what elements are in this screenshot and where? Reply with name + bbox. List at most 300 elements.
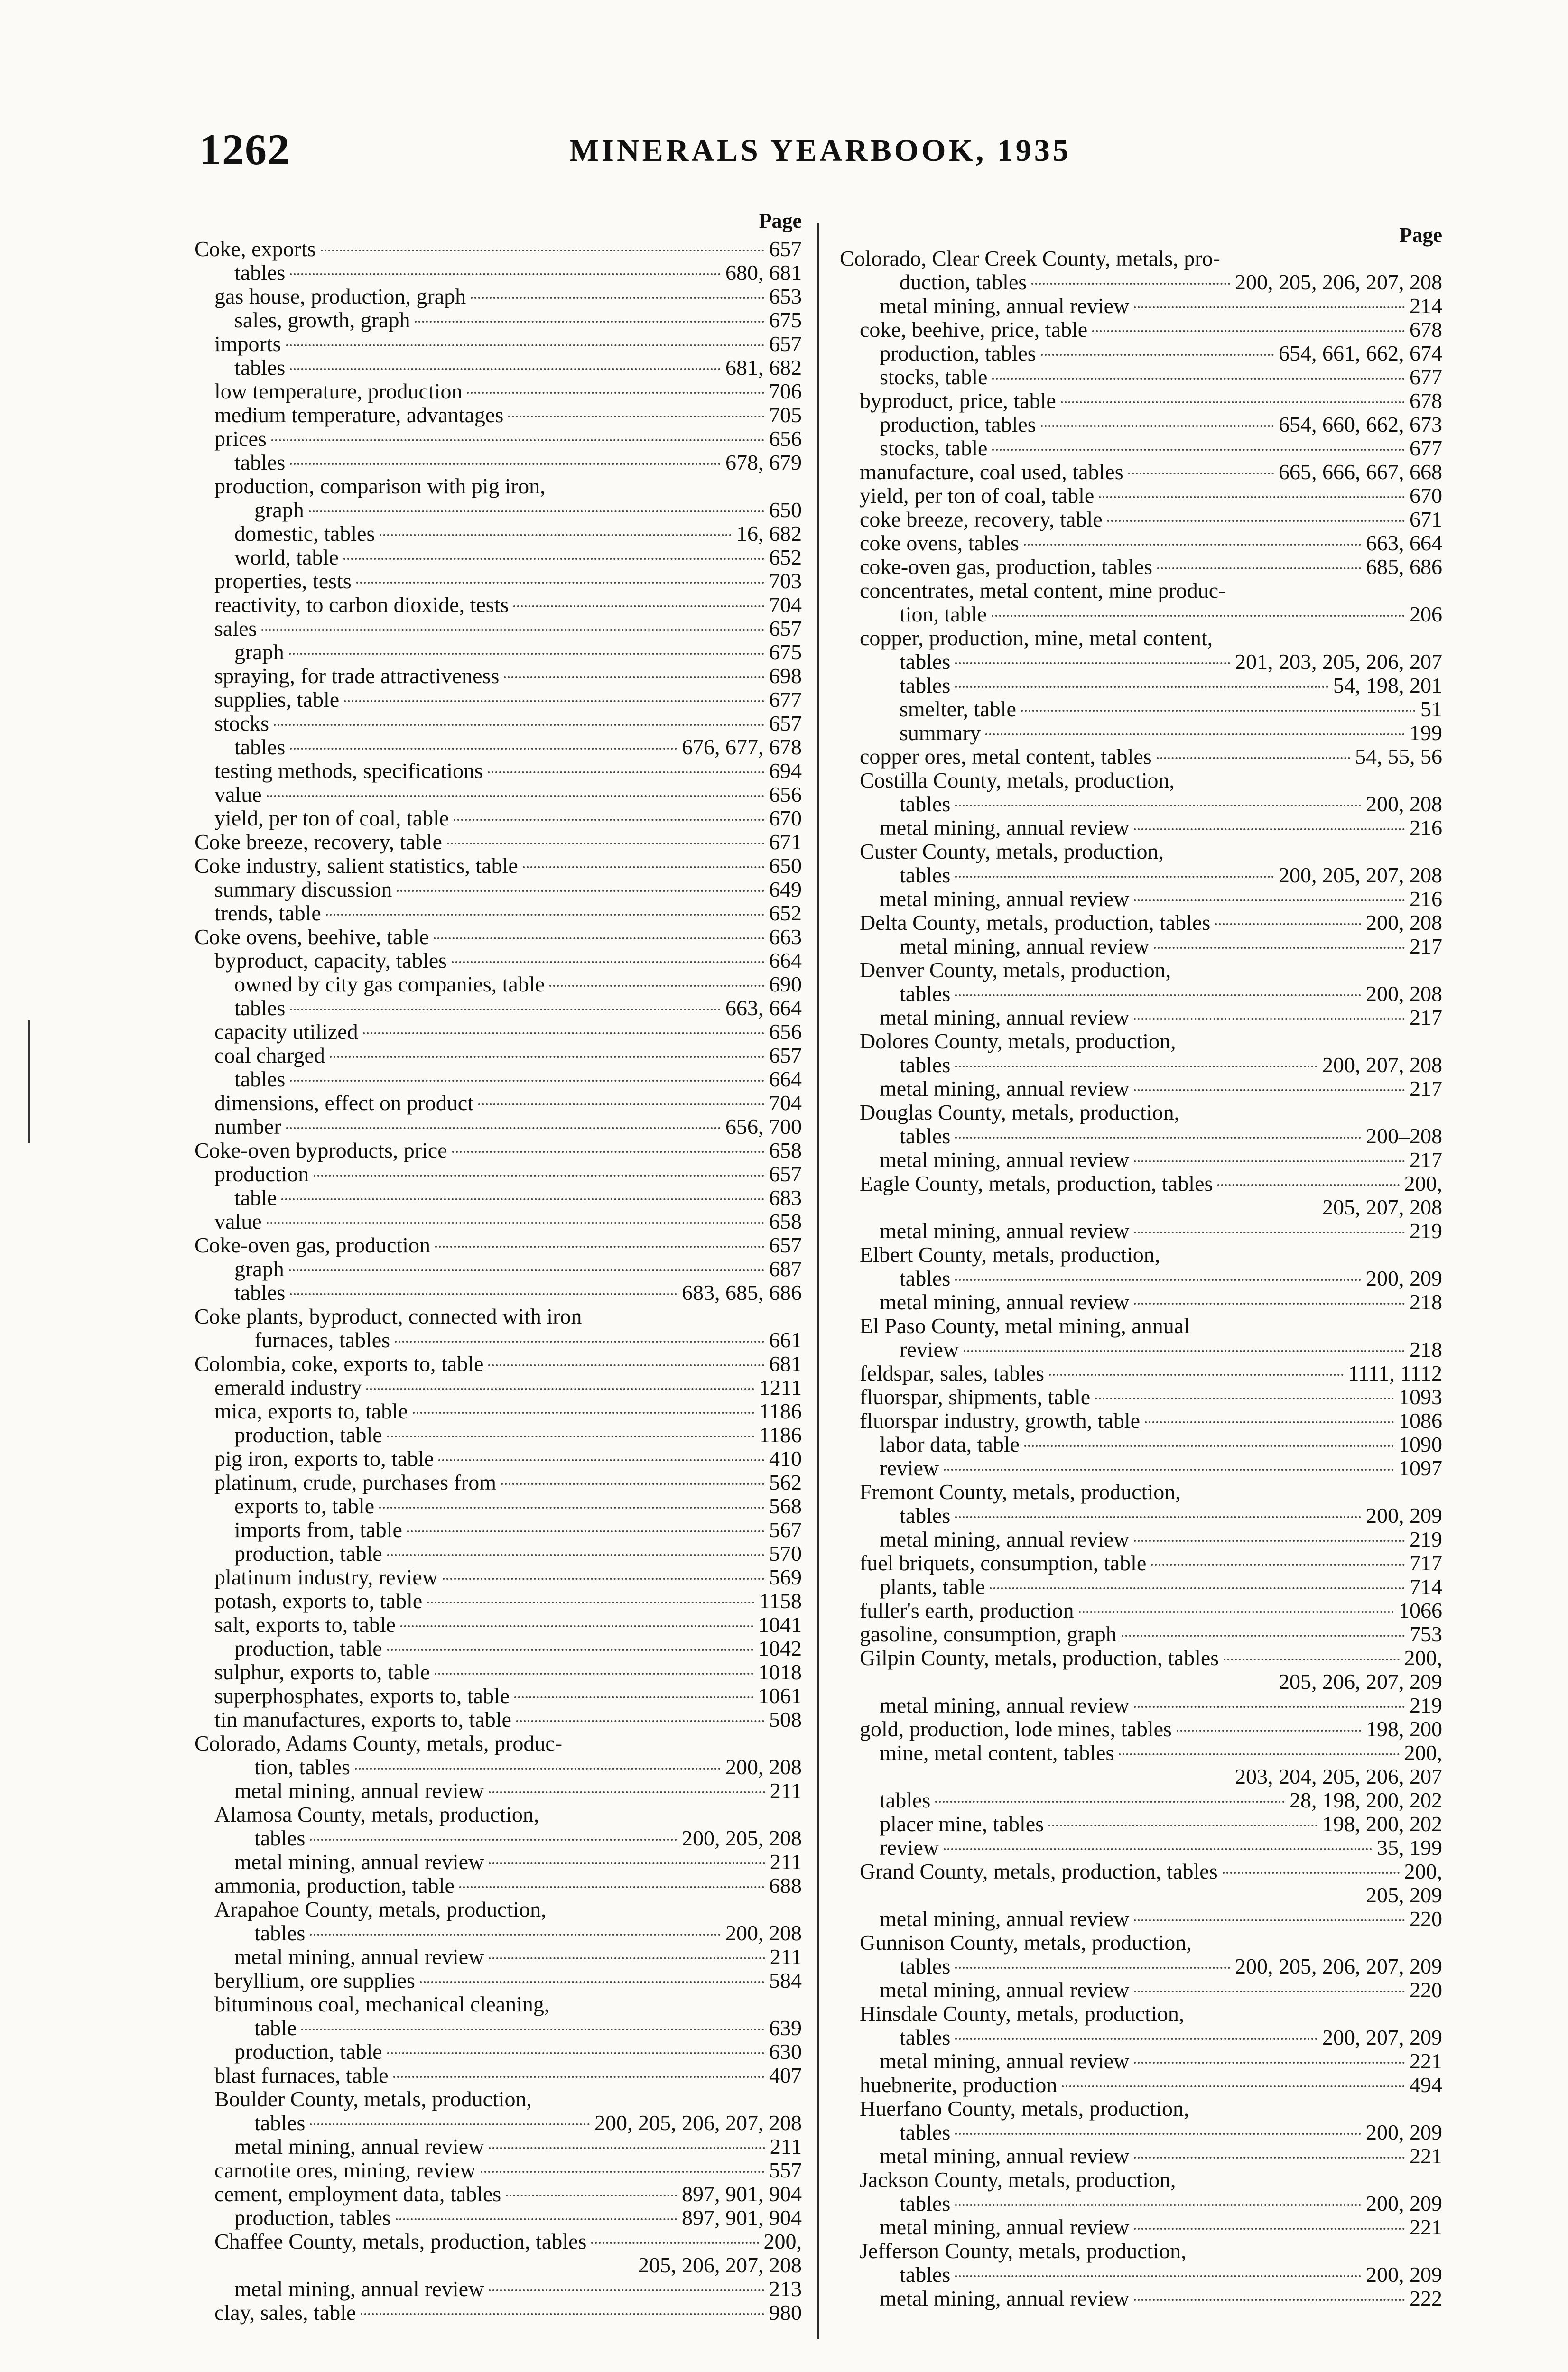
- entry-pages: 658: [769, 1210, 802, 1233]
- index-entry: [840, 1456, 1442, 1480]
- index-entry: [840, 508, 1442, 531]
- index-entry: [840, 1907, 1442, 1931]
- entry-pages: 28, 198, 200, 202: [1290, 1788, 1442, 1812]
- entry-pages: 671: [1410, 508, 1442, 531]
- leader-dots: [992, 615, 1405, 617]
- entry-text: metal mining, annual review: [880, 2049, 1130, 2073]
- entry-text: metal mining, annual review: [880, 816, 1130, 840]
- entry-text: world, table: [234, 546, 339, 569]
- entry-pages: 200, 205, 206, 207, 208: [1235, 270, 1442, 294]
- entry-text: metal mining, annual review: [880, 1006, 1130, 1029]
- entry-pages: 1086: [1399, 1409, 1442, 1433]
- index-entry: [840, 1338, 1442, 1362]
- entry-pages: 200–208: [1366, 1124, 1442, 1148]
- leader-dots: [435, 1673, 753, 1675]
- entry-pages: 1061: [758, 1684, 802, 1708]
- leader-dots: [501, 1483, 764, 1485]
- entry-pages: 685, 686: [1366, 555, 1442, 579]
- entry-text: Jefferson County, metals, production,: [860, 2239, 1187, 2263]
- entry-text: carnotite ores, mining, review: [214, 2159, 476, 2182]
- entry-text: tables: [900, 2192, 951, 2215]
- entry-text: metal mining, annual review: [880, 2287, 1130, 2310]
- index-entry: [840, 1670, 1442, 1694]
- index-entry: [840, 1219, 1442, 1243]
- leader-dots: [1128, 473, 1274, 474]
- index-entry: [840, 1575, 1442, 1599]
- leader-dots: [314, 1175, 764, 1177]
- leader-dots: [271, 439, 764, 441]
- index-entry: [195, 2230, 802, 2253]
- leader-dots: [1041, 425, 1274, 427]
- entry-text: production, tables: [234, 2206, 391, 2230]
- leader-dots: [1031, 283, 1230, 285]
- entry-text: metal mining, annual review: [234, 2277, 484, 2301]
- leader-dots: [1134, 1232, 1405, 1233]
- entry-text: labor data, table: [880, 1433, 1020, 1456]
- entry-pages: 200,: [1404, 1172, 1442, 1195]
- leader-dots: [356, 582, 764, 584]
- leader-dots: [387, 2052, 764, 2054]
- leader-dots: [955, 805, 1361, 806]
- entry-text: platinum, crude, purchases from: [214, 1471, 496, 1494]
- leader-dots: [366, 1388, 754, 1390]
- index-entry: [195, 1518, 802, 1542]
- leader-dots: [1134, 1089, 1405, 1091]
- entry-text: review: [880, 1836, 939, 1860]
- index-entry: [840, 2073, 1442, 2097]
- leader-dots: [955, 2275, 1361, 2277]
- entry-pages: 51: [1420, 697, 1442, 721]
- index-entries-left: [195, 237, 802, 2325]
- index-entry: [840, 1741, 1442, 1765]
- entry-text: metal mining, annual review: [880, 1694, 1130, 1717]
- index-entry: [840, 1788, 1442, 1812]
- index-entry: [840, 413, 1442, 436]
- entry-text: beryllium, ore supplies: [214, 1969, 415, 1992]
- entry-text: Colorado, Adams County, metals, produc-: [195, 1732, 563, 1755]
- entry-text: Denver County, metals, production,: [860, 958, 1171, 982]
- index-entry: [195, 1874, 802, 1898]
- entry-pages: 200, 205, 206, 207, 208: [594, 2111, 802, 2135]
- index-entry: [195, 664, 802, 688]
- index-entry: [195, 1826, 802, 1850]
- entry-pages: 1093: [1399, 1385, 1442, 1409]
- entry-text: salt, exports to, table: [214, 1613, 396, 1637]
- index-entry: [195, 2111, 802, 2135]
- entry-pages: 1018: [758, 1660, 802, 1684]
- entry-pages: 205, 206, 207, 209: [1279, 1670, 1442, 1694]
- index-entry: [195, 2253, 802, 2277]
- leader-dots: [955, 2133, 1361, 2135]
- entry-pages: 703: [769, 569, 802, 593]
- entry-text: production, table: [234, 1542, 382, 1566]
- index-entry: [840, 531, 1442, 555]
- entry-pages: 656, 700: [725, 1115, 802, 1139]
- index-entry: [840, 626, 1442, 650]
- entry-text: Boulder County, metals, production,: [214, 2087, 532, 2111]
- leader-dots: [1024, 1445, 1394, 1447]
- index-entry: [195, 2040, 802, 2064]
- entry-pages: 220: [1410, 1907, 1442, 1931]
- entry-text: Gilpin County, metals, production, tables: [860, 1646, 1219, 1670]
- entry-text: gasoline, consumption, graph: [860, 1622, 1117, 1646]
- index-entry: [840, 2215, 1442, 2239]
- leader-dots: [310, 1934, 721, 1936]
- entry-text: yield, per ton of coal, table: [214, 806, 449, 830]
- leader-dots: [407, 1530, 764, 1532]
- index-entry: [840, 1646, 1442, 1670]
- entry-text: dimensions, effect on product: [214, 1091, 473, 1115]
- index-entry: [840, 579, 1442, 602]
- entry-pages: 678, 679: [725, 451, 802, 474]
- entry-text: concentrates, metal content, mine produc-: [860, 579, 1226, 602]
- entry-text: production, comparison with pig iron,: [214, 474, 546, 498]
- entry-pages: 568: [769, 1494, 802, 1518]
- leader-dots: [1134, 2299, 1405, 2301]
- index-entry: [840, 1172, 1442, 1195]
- entry-text: Chaffee County, metals, production, tables: [214, 2230, 587, 2253]
- entry-pages: 657: [769, 712, 802, 735]
- index-entry: [195, 878, 802, 901]
- leader-dots: [1154, 947, 1405, 949]
- leader-dots: [434, 937, 764, 939]
- index-entry: [195, 949, 802, 973]
- index-entry: [195, 403, 802, 427]
- entry-text: tables: [900, 1053, 951, 1077]
- entry-pages: 683, 685, 686: [682, 1281, 802, 1305]
- index-entry: [195, 1494, 802, 1518]
- entry-pages: 217: [1410, 1148, 1442, 1172]
- leader-dots: [1134, 1303, 1405, 1305]
- entry-text: metal mining, annual review: [880, 294, 1130, 318]
- entry-pages: 562: [769, 1471, 802, 1494]
- leader-dots: [310, 1839, 677, 1841]
- leader-dots: [427, 1602, 754, 1603]
- entry-text: tables: [900, 674, 951, 697]
- entry-pages: 753: [1410, 1622, 1442, 1646]
- entry-text: tables: [900, 1955, 951, 1978]
- index-entry: [195, 308, 802, 332]
- leader-dots: [393, 2076, 764, 2078]
- leader-dots: [321, 250, 764, 251]
- entry-pages: 219: [1410, 1528, 1442, 1551]
- entry-text: Fremont County, metals, production,: [860, 1480, 1181, 1504]
- leader-dots: [1122, 1635, 1405, 1637]
- leader-dots: [1095, 1398, 1394, 1399]
- leader-dots: [489, 2289, 764, 2291]
- entry-text: stocks, table: [880, 365, 988, 389]
- entry-pages: 217: [1410, 1077, 1442, 1101]
- entry-pages: 639: [769, 2016, 802, 2040]
- entry-text: sulphur, exports to, table: [214, 1660, 430, 1684]
- entry-text: owned by city gas companies, table: [234, 973, 545, 996]
- index-entry: [840, 840, 1442, 863]
- entry-pages: 705: [769, 403, 802, 427]
- entry-pages: 649: [769, 878, 802, 901]
- entry-pages: 1186: [759, 1399, 802, 1423]
- entry-text: metal mining, annual review: [880, 1978, 1130, 2002]
- index-entry: [195, 356, 802, 380]
- entry-text: Delta County, metals, production, tables: [860, 911, 1211, 935]
- entry-text: tin manufactures, exports to, table: [214, 1708, 511, 1732]
- entry-text: gold, production, lode mines, tables: [860, 1717, 1172, 1741]
- entry-text: tion, table: [900, 602, 987, 626]
- entry-text: Coke industry, salient statistics, table: [195, 854, 518, 878]
- index-entry: [195, 1139, 802, 1162]
- leader-dots: [992, 378, 1405, 380]
- entry-text: tables: [880, 1788, 931, 1812]
- entry-text: Gunnison County, metals, production,: [860, 1931, 1192, 1955]
- entry-text: tables: [234, 261, 286, 285]
- index-entry: [195, 1637, 802, 1660]
- entry-pages: 200,: [1404, 1646, 1442, 1670]
- leader-dots: [343, 558, 764, 560]
- page-header: [199, 124, 1442, 176]
- index-entry: [840, 1528, 1442, 1551]
- leader-dots: [290, 273, 721, 275]
- index-entry: [840, 1433, 1442, 1456]
- index-entry: [840, 1717, 1442, 1741]
- entry-text: spraying, for trade attractiveness: [214, 664, 500, 688]
- entry-pages: 704: [769, 1091, 802, 1115]
- entry-text: production, table: [234, 1637, 382, 1660]
- entry-pages: 200, 208: [725, 1755, 802, 1779]
- leader-dots: [380, 534, 732, 536]
- column-divider: [817, 223, 819, 2339]
- entry-text: summary discussion: [214, 878, 392, 901]
- index-entry: [195, 925, 802, 949]
- leader-dots: [1021, 710, 1416, 712]
- entry-text: metal mining, annual review: [880, 887, 1130, 911]
- index-entry: [840, 1836, 1442, 1860]
- index-entry: [195, 1305, 802, 1328]
- entry-pages: 211: [770, 2135, 802, 2159]
- index-entries-right: [840, 247, 1442, 2310]
- entry-text: supplies, table: [214, 688, 340, 712]
- entry-pages: 650: [769, 854, 802, 878]
- index-entry: [195, 1020, 802, 1044]
- index-entry: [840, 2097, 1442, 2121]
- entry-text: Coke breeze, recovery, table: [195, 830, 442, 854]
- index-entry: [840, 247, 1442, 270]
- index-entry: [195, 380, 802, 403]
- entry-text: low temperature, production: [214, 380, 463, 403]
- entry-pages: 654, 660, 662, 673: [1279, 413, 1442, 436]
- entry-pages: 200, 207, 209: [1322, 2026, 1442, 2049]
- entry-text: tables: [234, 1067, 286, 1091]
- entry-pages: 652: [769, 546, 802, 569]
- entry-text: Coke plants, byproduct, connected with iron: [195, 1305, 582, 1328]
- leader-dots: [1157, 757, 1350, 759]
- entry-pages: 35, 199: [1377, 1836, 1442, 1860]
- entry-text: tables: [234, 451, 286, 474]
- index-entry: [840, 1148, 1442, 1172]
- leader-dots: [1134, 1991, 1405, 1992]
- leader-dots: [523, 866, 764, 868]
- leader-dots: [1224, 1659, 1399, 1660]
- leader-dots: [290, 463, 721, 465]
- leader-dots: [301, 2029, 764, 2030]
- entry-pages: 671: [769, 830, 802, 854]
- index-entry: [840, 2002, 1442, 2026]
- entry-text: blast furnaces, table: [214, 2064, 389, 2087]
- index-entry: [840, 1694, 1442, 1717]
- entry-pages: 690: [769, 973, 802, 996]
- leader-dots: [395, 1341, 764, 1343]
- entry-text: pig iron, exports to, table: [214, 1447, 434, 1471]
- index-entry: [840, 318, 1442, 342]
- index-entry: [840, 1314, 1442, 1338]
- entry-pages: 557: [769, 2159, 802, 2182]
- index-entry: [195, 546, 802, 569]
- index-entry: [840, 2049, 1442, 2073]
- entry-text: value: [214, 783, 262, 806]
- index-entry: [840, 1053, 1442, 1077]
- entry-pages: 656: [769, 783, 802, 806]
- index-entry: [840, 1504, 1442, 1528]
- entry-pages: 410: [769, 1447, 802, 1471]
- entry-text: Huerfano County, metals, production,: [860, 2097, 1189, 2121]
- entry-text: tables: [900, 1124, 951, 1148]
- leader-dots: [516, 1720, 764, 1722]
- entry-pages: 661: [769, 1328, 802, 1352]
- index-entry: [840, 1622, 1442, 1646]
- entry-text: Coke, exports: [195, 237, 316, 261]
- entry-pages: 54, 55, 56: [1355, 745, 1442, 769]
- leader-dots: [1134, 899, 1405, 901]
- leader-dots: [478, 1103, 764, 1105]
- index-entry: [840, 1077, 1442, 1101]
- entry-pages: 630: [769, 2040, 802, 2064]
- index-entry: [195, 1566, 802, 1589]
- entry-text: metal mining, annual review: [880, 1290, 1130, 1314]
- entry-pages: 200, 209: [1366, 2263, 1442, 2287]
- entry-pages: 508: [769, 1708, 802, 1732]
- index-entry: [195, 474, 802, 498]
- entry-pages: 706: [769, 380, 802, 403]
- entry-pages: 657: [769, 1044, 802, 1067]
- entry-text: byproduct, capacity, tables: [214, 949, 447, 973]
- index-entry: [195, 1399, 802, 1423]
- entry-pages: 16, 682: [736, 522, 802, 546]
- index-entry: [840, 958, 1442, 982]
- leader-dots: [286, 1127, 721, 1129]
- entry-pages: 200, 208: [725, 1921, 802, 1945]
- index-entry: [195, 1850, 802, 1874]
- leader-dots: [955, 994, 1361, 996]
- entry-text: Colombia, coke, exports to, table: [195, 1352, 484, 1376]
- index-entry: [840, 436, 1442, 460]
- entry-pages: 657: [769, 617, 802, 640]
- entry-text: medium temperature, advantages: [214, 403, 504, 427]
- leader-dots: [1151, 1564, 1405, 1566]
- leader-dots: [286, 344, 764, 346]
- entry-text: metal mining, annual review: [880, 2215, 1130, 2239]
- entry-text: cement, employment data, tables: [214, 2182, 501, 2206]
- entry-pages: 221: [1410, 2049, 1442, 2073]
- index-entry: [840, 816, 1442, 840]
- entry-pages: 218: [1410, 1338, 1442, 1362]
- entry-pages: 656: [769, 427, 802, 451]
- index-entry: [195, 2016, 802, 2040]
- running-title: MINERALS YEARBOOK, 1935: [569, 133, 1071, 168]
- entry-pages: 714: [1410, 1575, 1442, 1599]
- entry-text: tables: [900, 982, 951, 1006]
- entry-text: Alamosa County, metals, production,: [214, 1803, 539, 1826]
- entry-pages: 897, 901, 904: [682, 2206, 802, 2230]
- entry-text: tables: [900, 1504, 951, 1528]
- entry-pages: 678: [1410, 318, 1442, 342]
- entry-pages: 1066: [1399, 1599, 1442, 1622]
- entry-pages: 216: [1410, 887, 1442, 911]
- entry-pages: 200, 208: [1366, 982, 1442, 1006]
- entry-pages: 567: [769, 1518, 802, 1542]
- leader-dots: [438, 1459, 764, 1461]
- entry-pages: 221: [1410, 2144, 1442, 2168]
- leader-dots: [1134, 1018, 1405, 1020]
- index-entry: [840, 365, 1442, 389]
- entry-pages: 211: [770, 1850, 802, 1874]
- entry-text: furnaces, tables: [254, 1328, 390, 1352]
- entry-text: huebnerite, production: [860, 2073, 1058, 2097]
- entry-pages: 198, 200: [1366, 1717, 1442, 1741]
- entry-pages: 219: [1410, 1219, 1442, 1243]
- index-entry: [195, 2064, 802, 2087]
- index-entry: [195, 498, 802, 522]
- index-entry: [840, 1765, 1442, 1788]
- leader-dots: [387, 1554, 764, 1556]
- index-entry: [195, 1115, 802, 1139]
- entry-pages: 698: [769, 664, 802, 688]
- entry-text: capacity utilized: [214, 1020, 358, 1044]
- index-entry: [195, 1423, 802, 1447]
- entry-text: El Paso County, metal mining, annual: [860, 1314, 1190, 1338]
- entry-text: imports: [214, 332, 281, 356]
- entry-pages: 200, 205, 207, 208: [1279, 863, 1442, 887]
- index-entry: [840, 484, 1442, 508]
- entry-text: manufacture, coal used, tables: [860, 460, 1123, 484]
- entry-text: duction, tables: [900, 270, 1027, 294]
- leader-dots: [1134, 2228, 1405, 2230]
- entry-text: production: [214, 1162, 309, 1186]
- leader-dots: [267, 795, 764, 797]
- entry-text: smelter, table: [900, 697, 1016, 721]
- entry-pages: 688: [769, 1874, 802, 1898]
- entry-text: metal mining, annual review: [880, 1528, 1130, 1551]
- entry-text: fluorspar industry, growth, table: [860, 1409, 1141, 1433]
- index-entry: [840, 982, 1442, 1006]
- entry-pages: 200, 209: [1366, 1504, 1442, 1528]
- leader-dots: [415, 321, 764, 323]
- entry-pages: 217: [1410, 1006, 1442, 1029]
- index-entry: [195, 688, 802, 712]
- entry-text: Costilla County, metals, production,: [860, 769, 1175, 792]
- entry-pages: 1111, 1112: [1348, 1362, 1442, 1385]
- leader-dots: [1177, 1730, 1361, 1732]
- index-entry: [195, 1684, 802, 1708]
- index-entry: [840, 460, 1442, 484]
- entry-text: fuel briquets, consumption, table: [860, 1551, 1147, 1575]
- entry-pages: 200,: [1404, 1860, 1442, 1883]
- entry-pages: 694: [769, 759, 802, 783]
- entry-text: prices: [214, 427, 267, 451]
- entry-pages: 199: [1410, 721, 1442, 745]
- index-entry: [840, 1409, 1442, 1433]
- index-entry: [195, 854, 802, 878]
- index-entry: [840, 1385, 1442, 1409]
- leader-dots: [990, 1587, 1405, 1589]
- entry-text: tables: [234, 356, 286, 380]
